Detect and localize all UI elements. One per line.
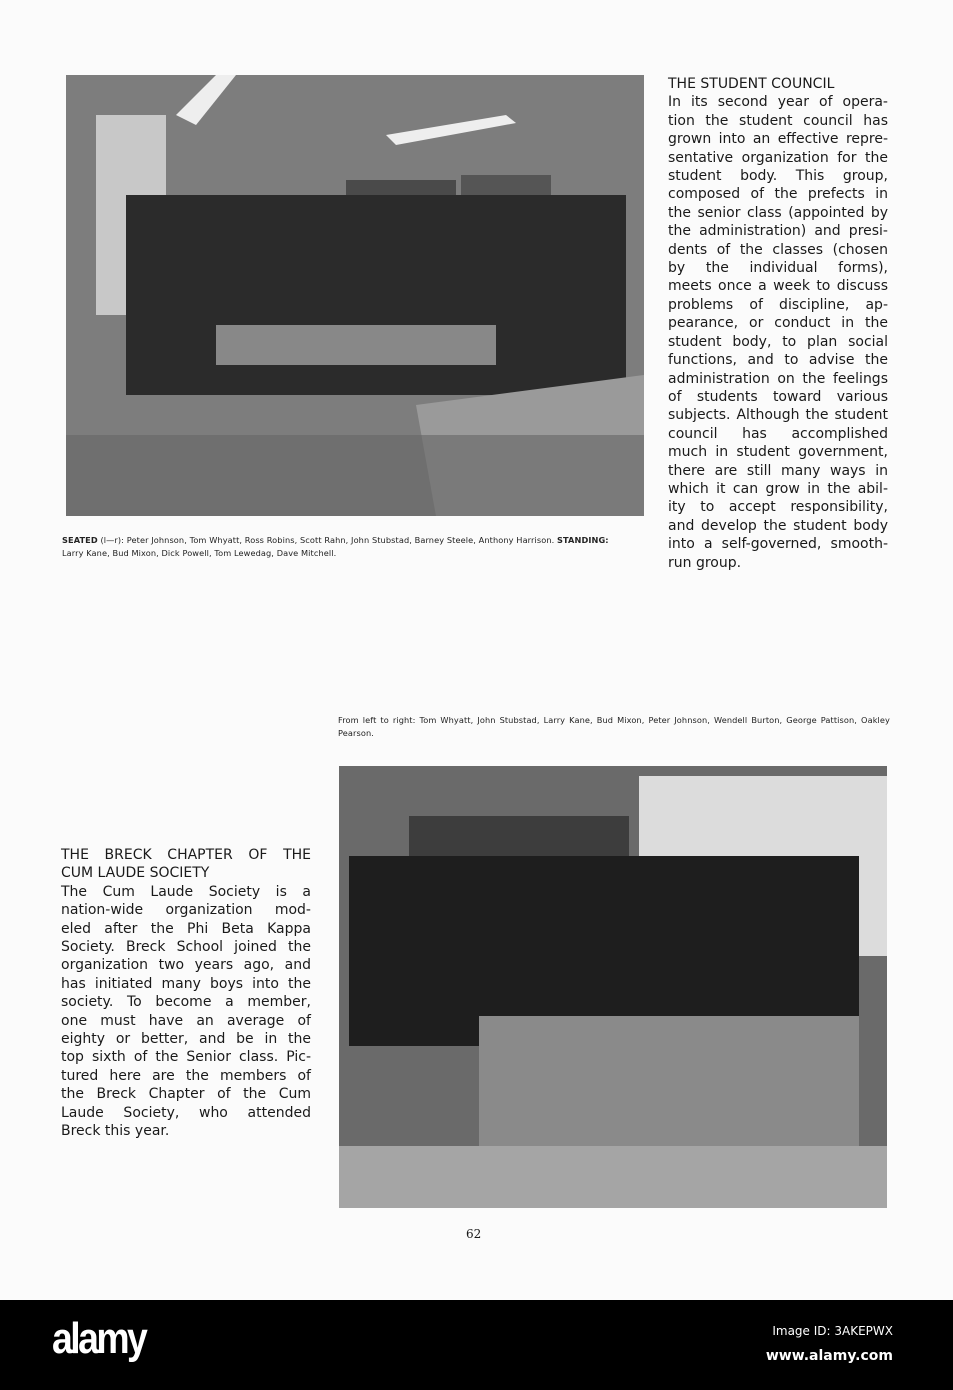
text-line: student body, to plan social [668, 333, 888, 350]
text-line: nation-wide organization mod- [61, 902, 311, 919]
text-line: Society. Breck School joined the [61, 939, 311, 956]
text-line: the Breck Chapter of the Cum [61, 1086, 311, 1103]
cum-laude-caption: From left to right: Tom Whyatt, John Stubstad, Larry Kane, Bud Mixon, Peter Johnson, Wendell Burton, George Pattison, Oakley Pearson. [338, 715, 890, 738]
text-line: pearance, or conduct in the [668, 315, 888, 332]
text-line: eighty or better, and be in the [61, 1031, 311, 1048]
student-council-photo [66, 75, 644, 516]
text-line: into a self-governed, smooth- [668, 536, 888, 553]
text-line: run group. [668, 554, 742, 571]
text-line: and develop the student body [668, 517, 888, 534]
text-line: administration on the feelings [668, 370, 888, 387]
text-line: has initiated many boys into the [61, 975, 311, 992]
text-line: grown into an effective repre- [668, 131, 888, 148]
text-line: there are still many ways in [668, 462, 888, 479]
text-line: composed of the prefects in [668, 186, 888, 203]
image-id: Image ID: 3AKEPWX [772, 1324, 893, 1338]
text-line: by the individual forms), [668, 260, 888, 277]
alamy-logo: alamy [52, 1314, 146, 1363]
seated-label: SEATED [62, 535, 98, 545]
cum-laude-title-1: THE BRECK CHAPTER OF THE [61, 847, 311, 863]
text-line: the senior class (appointed by [668, 204, 888, 221]
seated-names: (l—r): Peter Johnson, Tom Whyatt, Ross Robins, Scott Rahn, John Stubstad, Barney Steele, Anthony Harrison. [97, 535, 558, 545]
text-line: meets once a week to discuss [668, 278, 888, 295]
page-number: 62 [466, 1227, 482, 1241]
text-line: tured here are the members of [61, 1067, 311, 1084]
cum-laude-title-2: CUM LAUDE SOCIETY [61, 865, 210, 882]
text-line: one must have an average of [61, 1012, 311, 1029]
text-line: student body. This group, [668, 168, 888, 185]
cum-laude-photo [339, 766, 887, 1208]
text-line: council has accomplished [668, 425, 888, 442]
student-council-caption [62, 534, 632, 560]
watermark-url: www.alamy.com [765, 1348, 893, 1364]
text-line: organization two years ago, and [61, 957, 311, 974]
student-council-title: THE STUDENT COUNCIL [668, 76, 835, 92]
text-line: problems of discipline, ap- [668, 296, 888, 313]
text-line: which it can grow in the abil- [668, 480, 888, 497]
text-line: dents of the classes (chosen [668, 241, 888, 258]
text-line: tion the student council has [668, 112, 888, 129]
cum-laude-text [61, 846, 311, 1141]
student-council-text [668, 75, 888, 572]
text-line: the administration) and presi- [668, 223, 888, 240]
text-line: functions, and to advise the [668, 352, 888, 369]
text-line: Breck this year. [61, 1123, 170, 1140]
text-line: society. To become a member, [61, 994, 311, 1011]
text-line: ity to accept responsibility, [668, 499, 888, 516]
text-line: subjects. Although the student [668, 407, 888, 424]
text-line: top sixth of the Senior class. Pic- [61, 1049, 311, 1066]
text-line: much in student government, [668, 444, 888, 461]
text-line: sentative organization for the [668, 149, 888, 166]
watermark-bar [0, 1300, 953, 1390]
standing-names: Larry Kane, Bud Mixon, Dick Powell, Tom Lewedag, Dave Mitchell. [62, 548, 337, 558]
text-line: In its second year of opera- [668, 94, 888, 111]
standing-label: STANDING: [557, 535, 609, 545]
text-line: Laude Society, who attended [61, 1104, 311, 1121]
text-line: of students toward various [668, 388, 888, 405]
text-line: The Cum Laude Society is a [61, 883, 311, 900]
text-line: eled after the Phi Beta Kappa [61, 920, 311, 937]
